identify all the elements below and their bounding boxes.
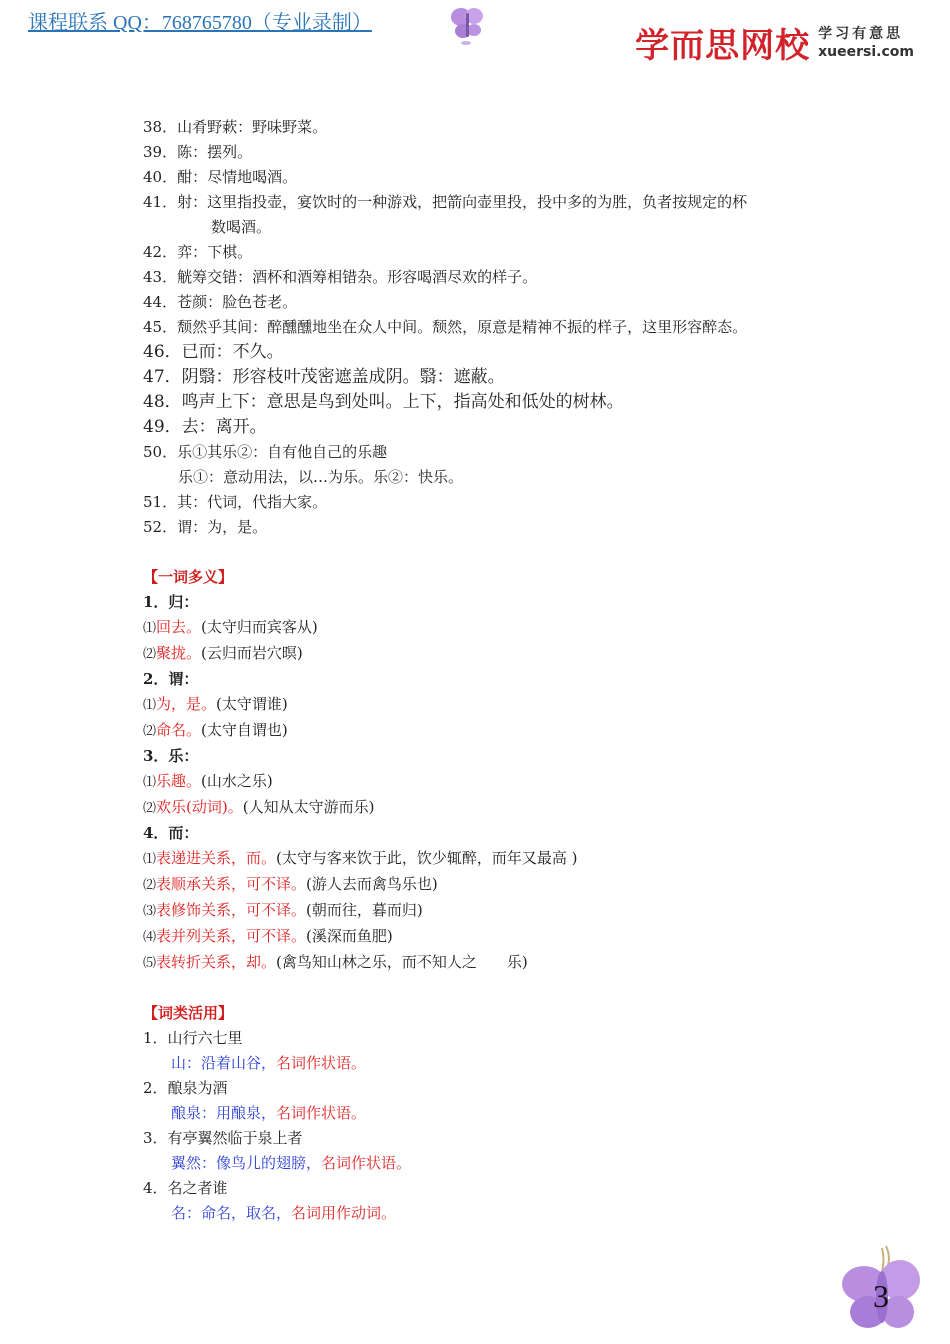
- conversion-explain: 翼然：像鸟儿的翅膀，名词作状语。: [171, 1154, 412, 1172]
- sense-item: ⑸表转折关系，却。(禽鸟知山林之乐，而不知人之 乐): [143, 953, 528, 971]
- sense-item: ⑷表并列关系，可不译。(溪深而鱼肥): [143, 927, 393, 945]
- note-item: 42．弈：下棋。: [143, 243, 253, 261]
- word-heading: 1．归：: [143, 593, 199, 611]
- section-title-conversion: 【词类活用】: [143, 1004, 234, 1022]
- page-number: 3: [873, 1278, 889, 1314]
- sense-item: ⑶表修饰关系，可不译。(朝而往，暮而归): [143, 901, 423, 919]
- conversion-item: 2．酿泉为酒: [143, 1079, 228, 1097]
- sense-item: ⑴为，是。(太守谓谁): [143, 695, 288, 713]
- note-item-continuation: 数喝酒。: [211, 218, 272, 236]
- note-item: 43．觥筹交错：酒杯和酒筹相错杂。形容喝酒尽欢的样子。: [143, 268, 538, 286]
- conversion-explain: 酿泉：用酿泉，名词作状语。: [171, 1104, 367, 1122]
- section-title-polysemy: 【一词多义】: [143, 568, 234, 586]
- conversion-explain: 名：命名，取名，名词用作动词。: [171, 1204, 397, 1222]
- brand-sub: [818, 27, 914, 59]
- sense-item: ⑵命名。(太守自谓也): [143, 721, 288, 739]
- word-heading: 4．而：: [143, 824, 199, 842]
- brand-logo: [635, 18, 914, 67]
- word-heading: 2．谓：: [143, 670, 199, 688]
- note-item: 39．陈：摆列。: [143, 143, 253, 161]
- header-contact: 课程联系 QQ：768765780（专业录制）: [28, 12, 372, 34]
- conversion-item: 3．有亭翼然临于泉上者: [143, 1129, 303, 1147]
- page-content: [143, 115, 823, 1226]
- brand-domain: xueersi.com: [818, 43, 914, 60]
- note-item: 52．谓：为，是。: [143, 518, 268, 536]
- word-heading: 3．乐：: [143, 747, 199, 765]
- note-item: 38．山肴野蔌：野味野菜。: [143, 118, 328, 136]
- conversion-item: 1．山行六七里: [143, 1029, 243, 1047]
- sense-item: ⑵欢乐(动词)。(人知从太守游而乐): [143, 798, 375, 816]
- sense-item: ⑴乐趣。(山水之乐): [143, 772, 273, 790]
- note-item: 47．阴翳：形容枝叶茂密遮盖成阴。翳：遮蔽。: [143, 367, 505, 387]
- notes-list: [143, 115, 823, 540]
- conversion-explain: 山：沿着山谷，名词作状语。: [171, 1054, 367, 1072]
- sense-item: ⑴表递进关系，而。(太守与客来饮于此，饮少辄醉，而年又最高 ): [143, 849, 578, 867]
- note-item-continuation: 乐①：意动用法，以…为乐。乐②：快乐。: [178, 468, 464, 486]
- note-item: 49．去：离开。: [143, 417, 267, 437]
- note-item: 46．已而：不久。: [143, 342, 284, 362]
- conversion-item: 4．名之者谁: [143, 1179, 228, 1197]
- sense-item: ⑴回去。(太守归而宾客从): [143, 618, 318, 636]
- note-item: 51．其：代词，代指大家。: [143, 493, 328, 511]
- note-item: 44．苍颜：脸色苍老。: [143, 293, 298, 311]
- brand-slogan: 学习有意思: [818, 25, 904, 42]
- butterfly-icon: [448, 3, 486, 47]
- brand-name: 学而思网校: [635, 26, 811, 66]
- sense-item: ⑵聚拢。(云归而岩穴暝): [143, 644, 303, 662]
- note-item: 41．射：这里指投壶，宴饮时的一种游戏，把箭向壶里投，投中多的为胜，负者按规定的杯: [143, 193, 748, 211]
- note-item: 45．颓然乎其间：醉醺醺地坐在众人中间。颓然，原意是精神不振的样子，这里形容醉态。: [143, 318, 748, 336]
- note-item: 40．酣：尽情地喝酒。: [143, 168, 298, 186]
- sense-item: ⑵表顺承关系，可不译。(游人去而禽鸟乐也): [143, 875, 438, 893]
- note-item: 50．乐①其乐②：自有他自己的乐趣: [143, 443, 388, 461]
- note-item: 48．鸣声上下：意思是鸟到处叫。上下，指高处和低处的树林。: [143, 392, 624, 412]
